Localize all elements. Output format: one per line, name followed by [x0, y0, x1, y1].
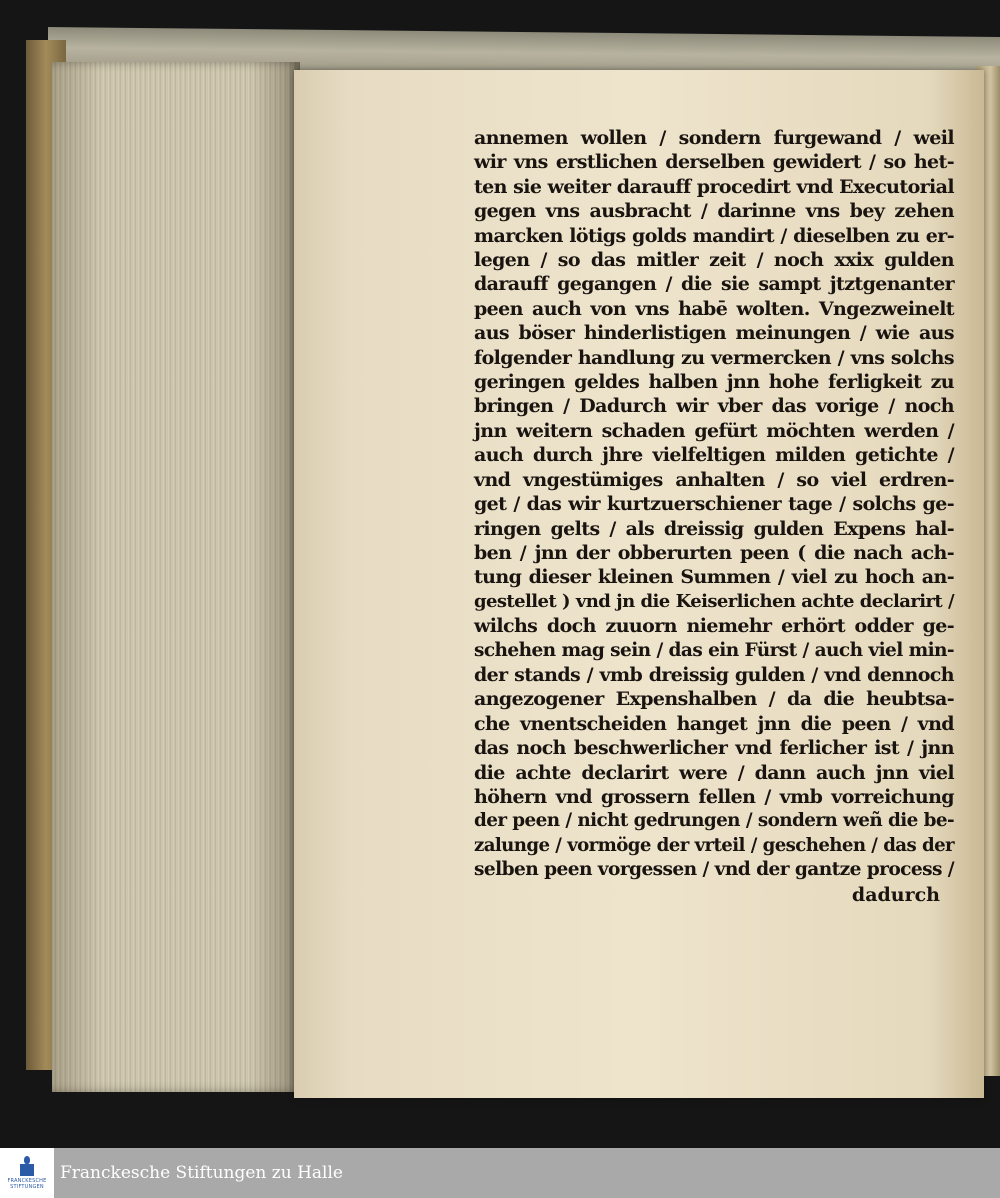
text-line: wilchs doch zuuorn niemehr erhört odder ge-	[474, 615, 954, 638]
text-line: folgender handlung zu vermercken / vns solchs	[474, 346, 954, 369]
text-line: ten sie weiter darauff procedirt vnd Executorial	[474, 175, 954, 198]
flame-icon	[18, 1156, 36, 1176]
logo-text-line2: STIFTUNGEN	[10, 1184, 44, 1190]
text-line: marcken lötigs golds mandirt / dieselben zu er-	[474, 224, 954, 247]
text-line: vnd vngestümiges anhalten / so viel erdren-	[474, 468, 954, 491]
text-line: gegen vns ausbracht / darinne vns bey zehen	[474, 200, 954, 223]
text-line: aus böser hinderlistigen meinungen / wie aus	[474, 322, 954, 345]
text-line: wir vns erstlichen derselben gewidert / so het-	[474, 151, 954, 174]
text-line: der peen / nicht gedrungen / sondern weñ die be-	[474, 810, 954, 832]
page-text-block	[474, 126, 954, 907]
text-line: selben peen vorgessen / vnd der gantze process /	[474, 859, 954, 881]
footer-title: Franckesche Stiftungen zu Halle	[60, 1163, 343, 1183]
text-line: bringen / Dadurch wir vber das vorige / noch	[474, 395, 954, 418]
footer-bar	[0, 1148, 1000, 1198]
logo-text-line1: FRANCKESCHE	[7, 1178, 47, 1184]
text-line: jnn weitern schaden gefürt möchten werden /	[474, 419, 954, 442]
text-line: peen auch von vns habē wolten. Vngezweinelt	[474, 297, 954, 320]
text-line: get / das wir kurtzuerschiener tage / solchs ge-	[474, 493, 954, 516]
catchword: dadurch	[851, 883, 940, 906]
franckesche-logo[interactable]	[0, 1148, 54, 1198]
text-line: annemen wollen / sondern furgewand / weil	[474, 127, 954, 149]
text-line: ringen gelts / als dreissig gulden Expens hal-	[474, 517, 954, 540]
text-line: zalunge / vormöge der vrteil / geschehen / das der	[474, 834, 954, 856]
text-line: schehen mag sein / das ein Fürst / auch viel min-	[474, 639, 954, 661]
logo-text	[7, 1178, 46, 1190]
text-line: der stands / vmb dreissig gulden / vnd dennoch	[474, 663, 954, 686]
text-line: das noch beschwerlicher vnd ferlicher ist / jnn	[474, 737, 954, 760]
text-line: tung dieser kleinen Summen / viel zu hoch an-	[474, 566, 954, 589]
text-line: angezogener Expenshalben / da die heubtsa-	[474, 688, 954, 711]
text-line: che vnentscheiden hanget jnn die peen / vnd	[474, 712, 954, 735]
text-line: gestellet ) vnd jn die Keiserlichen achte declarirt /	[474, 590, 954, 612]
text-line: geringen geldes halben jnn hohe ferligkeit zu	[474, 371, 954, 394]
text-line: höhern vnd grossern fellen / vmb vorreichung	[474, 785, 954, 808]
text-line: auch durch jhre vielfeltigen milden getichte /	[474, 444, 954, 467]
text-line: legen / so das mitler zeit / noch xxix gulden	[474, 249, 954, 272]
page-block-edges	[52, 62, 300, 1092]
text-line: darauff gegangen / die sie sampt jtztgenanter	[474, 273, 954, 296]
text-line: ben / jnn der obberurten peen ( die nach ach-	[474, 541, 954, 564]
text-line: die achte declarirt were / dann auch jnn viel	[474, 761, 954, 784]
